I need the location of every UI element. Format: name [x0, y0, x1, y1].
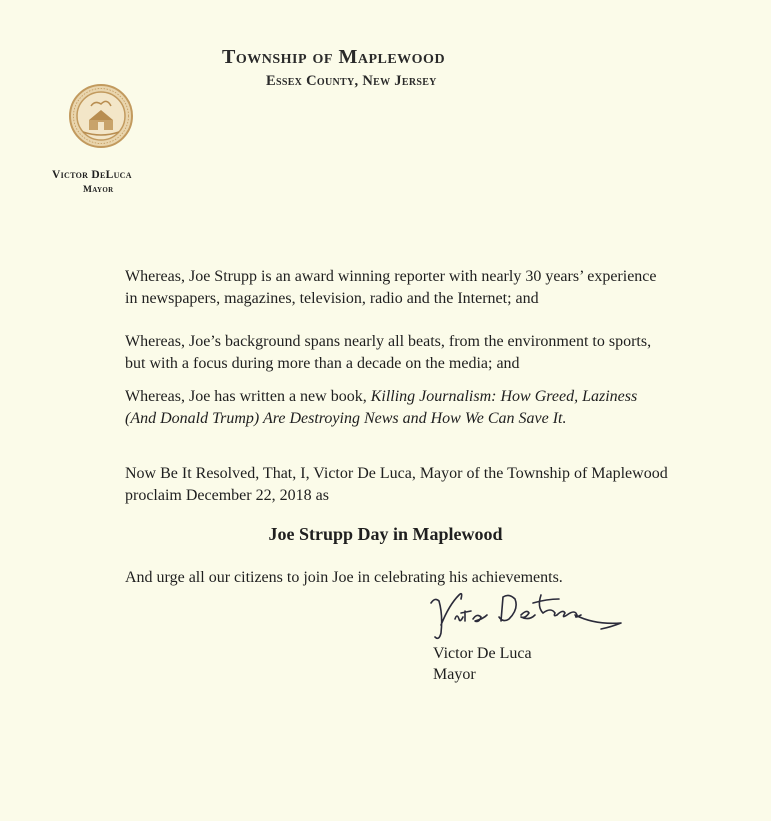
township-title: Township of Maplewood	[222, 46, 446, 68]
county-subtitle: Essex County, New Jersey	[266, 73, 437, 89]
mayor-title-letterhead: Mayor	[83, 185, 114, 195]
mayor-signature	[425, 585, 625, 645]
letterhead	[0, 0, 771, 200]
signatory-title: Mayor	[433, 666, 476, 683]
whereas-paragraph-1: Whereas, Joe Strupp is an award winning reporter with nearly 30 years’ experience in newspapers, magazines, television, radio and the Internet; and	[125, 268, 657, 307]
township-seal-icon	[69, 84, 133, 148]
whereas-paragraph-2: Whereas, Joe’s background spans nearly all beats, from the environment to sports, but with a focus during more than a decade on the media; and	[125, 333, 652, 372]
whereas-paragraph-3	[125, 386, 670, 430]
book-title: Killing Journalism: How Greed, Laziness (And Donald Trump) Are Destroying News and How We Can Save It.	[125, 388, 638, 427]
signatory-name: Victor De Luca	[433, 645, 532, 662]
mayor-name-letterhead: Victor DeLuca	[52, 169, 132, 181]
closing-paragraph: And urge all our citizens to join Joe in celebrating his achievements.	[125, 569, 563, 586]
resolution-paragraph: Now Be It Resolved, That, I, Victor De Luca, Mayor of the Township of Maplewood proclaim December 22, 2018 as	[125, 465, 668, 504]
whereas-paragraph-3-prefix: Whereas, Joe has written a new book,	[125, 388, 371, 405]
proclamation-heading: Joe Strupp Day in Maplewood	[268, 524, 503, 544]
